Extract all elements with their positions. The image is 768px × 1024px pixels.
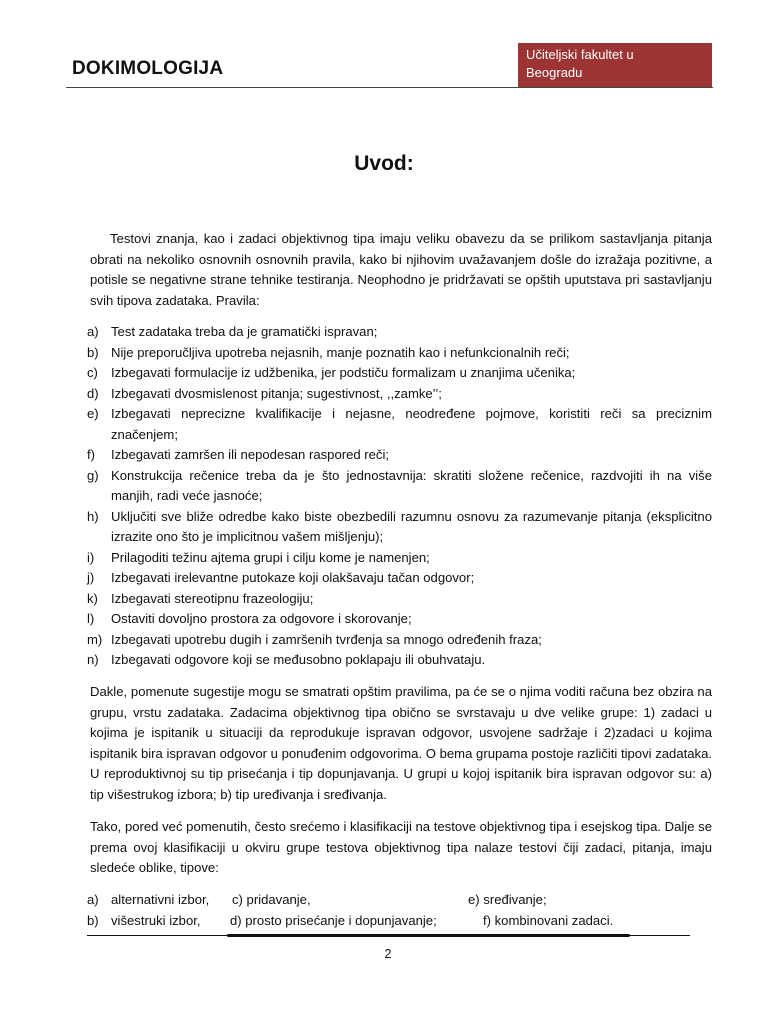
list-item-text: Izbegavati neprecizne kvalifikacije i nejasne, neodređene pojmove, koristiti reči sa preciznim značenjem; <box>111 406 712 442</box>
task-type-item: c) pridavanje, <box>232 892 311 907</box>
task-type-item: e) sređivanje; <box>468 892 547 907</box>
list-item-text: Konstrukcija rečenice treba da je što jednostavnija: skratiti složene rečenice, razdvojiti ih na više manjih, radi veće jasnoće; <box>111 467 712 503</box>
faculty-line-2: Beogradu <box>526 65 583 80</box>
list-item-text: Uključiti sve bliže odredbe kako biste obezbedili razumnu osnovu za razumevanje pitanja (eksplicitno izrazite ono što je implicitnou vašem mišljenju); <box>111 508 712 544</box>
list-marker: n) <box>87 652 99 667</box>
list-item <box>87 609 712 630</box>
header-divider <box>66 87 713 88</box>
list-item-text: Test zadataka treba da je gramatički ispravan; <box>111 324 378 339</box>
list-item <box>87 507 712 548</box>
list-marker: a) <box>87 892 99 907</box>
list-item-text: Izbegavati formulacije iz udžbenika, jer podstiču formalizam u znanjima učenika; <box>111 365 576 380</box>
task-type-item: f) kombinovani zadaci. <box>483 912 614 928</box>
list-item <box>87 343 712 364</box>
list-item <box>87 404 712 445</box>
list-marker: i) <box>87 549 95 565</box>
page-number: 2 <box>384 947 392 961</box>
list-marker: l) <box>87 611 95 626</box>
rules-list <box>87 322 712 671</box>
task-types-row <box>87 890 717 911</box>
list-item-text: Izbegavati zamršen ili nepodesan raspored reči; <box>111 447 390 462</box>
list-marker: h) <box>87 508 99 524</box>
list-item-text: Izbegavati odgovore koji se međusobno poklapaju ili obuhvataju. <box>111 652 486 667</box>
list-item-text: Izbegavati irelevantne putokaze koji olakšavaju tačan odgovor; <box>111 570 475 585</box>
task-types-list <box>87 890 717 931</box>
list-item-text: Prilagoditi težinu ajtema grupi i cilju kome je namenjen; <box>111 549 430 565</box>
list-item-text: Izbegavati dvosmislenost pitanja; sugestivnost, ,,zamke’’; <box>111 385 442 401</box>
list-item <box>87 322 712 343</box>
list-marker: j) <box>87 570 95 585</box>
task-types-row <box>87 911 717 932</box>
intro-paragraph: Testovi znanja, kao i zadaci objektivnog tipa imaju veliku obavezu da se prilikom sastavljanja pitanja obrati na nekoliko osnovnih osnovnih pravila, kako bi njihovim uvažavanjem došle do izražaja pozitivne, a potisle se negativne strane tehnike testiranja. Neophodno je pridržavati se opštih uputstava pri sastavljanju svih tipova zadataka. Pravila: <box>90 231 712 308</box>
list-marker: k) <box>87 590 98 606</box>
list-marker: d) <box>87 385 99 401</box>
paragraph-classification: Tako, pored već pomenutih, često srećemo i klasifikaciji na testove objektivnog tipa i esejskog tipa. Dalje se prema ovoj klasifikaciji u okviru grupe testova objektivnog tipa nalaze testovi čiji zadaci, pitanja, imaju sledeće oblike, tipove: <box>90 819 712 875</box>
task-type-item: d) prosto prisećanje i dopunjavanje; <box>230 912 437 928</box>
footer-divider <box>87 934 690 937</box>
list-item <box>87 630 712 651</box>
list-marker: f) <box>87 447 95 462</box>
list-item <box>87 568 712 589</box>
task-type-item: višestruki izbor, <box>111 912 201 928</box>
list-marker: b) <box>87 344 99 360</box>
list-item <box>87 650 712 671</box>
list-marker: a) <box>87 324 99 339</box>
list-marker: e) <box>87 406 99 421</box>
list-item <box>87 445 712 466</box>
section-heading: Uvod: <box>354 152 414 175</box>
list-item <box>87 589 712 610</box>
list-item-text: Izbegavati upotrebu dugih i zamršenih tvrđenja sa mnogo određenih fraza; <box>111 631 542 647</box>
list-item-text: Ostaviti dovoljno prostora za odgovore i skorovanje; <box>111 611 412 626</box>
list-item <box>87 466 712 507</box>
list-marker: c) <box>87 365 98 380</box>
list-marker: g) <box>87 467 99 483</box>
faculty-label <box>518 43 712 87</box>
list-marker: b) <box>87 912 99 928</box>
list-item <box>87 363 712 384</box>
task-type-item: alternativni izbor, <box>111 892 210 907</box>
faculty-line-1: Učiteljski fakultet u <box>526 47 634 62</box>
list-item <box>87 384 712 405</box>
paragraph-objective-groups: Dakle, pomenute sugestije mogu se smatrati opštim pravilima, pa će se o njima voditi računa bez obzira na grupu, vrstu zadataka. Zadacima objektivnog tipa obično se svrstavaju u dve velike grupe: 1) zadaci u kojima je ispitanik u situaciji da reprodukuje ispravan odgovor, usvojene sadržaje i 2)zadaci u kojima ispitanik bira ispravan odgovor u ponuđenim odgovorima. O bema grupama postoje različiti tipovi zadataka. U reproduktivnoj su tip prisećanja i tip dopunjavanja. U grupi u kojoj ispitanik bira ispravan odgovor su: a) tip višestrukog izbora; b) tip uređivanja i sređivanja. <box>90 684 712 802</box>
list-marker: m) <box>87 631 103 647</box>
document-title: DOKIMOLOGIJA <box>72 58 224 79</box>
list-item <box>87 548 712 569</box>
list-item-text: Izbegavati stereotipnu frazeologiju; <box>111 590 314 606</box>
list-item-text: Nije preporučljiva upotreba nejasnih, manje poznatih kao i nefunkcionalnih reči; <box>111 344 570 360</box>
